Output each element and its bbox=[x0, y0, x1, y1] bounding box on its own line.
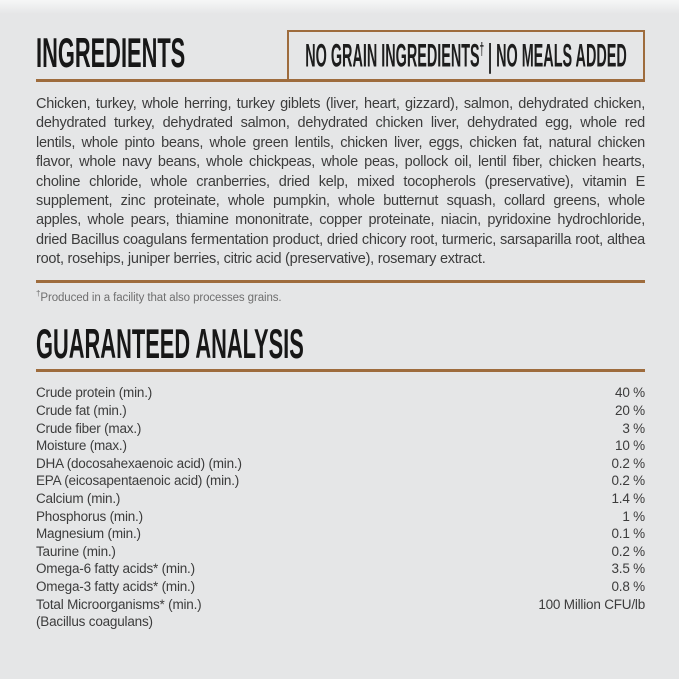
analysis-row-value: 1 % bbox=[622, 508, 645, 524]
analysis-row-value: 0.8 % bbox=[611, 579, 645, 595]
analysis-row-value: 10 % bbox=[615, 438, 645, 454]
no-grain-badge-text bbox=[305, 38, 627, 75]
analysis-row bbox=[36, 543, 645, 561]
label-content bbox=[36, 0, 645, 631]
analysis-row-label: Total Microorganisms* (min.) bbox=[36, 596, 202, 612]
analysis-row bbox=[36, 525, 645, 543]
badge-dagger: † bbox=[479, 38, 485, 59]
analysis-row bbox=[36, 455, 645, 473]
analysis-row-label: Taurine (min.) bbox=[36, 543, 116, 559]
analysis-row-label: Phosphorus (min.) bbox=[36, 508, 143, 524]
analysis-row-value: 100 Million CFU/lb bbox=[538, 596, 645, 612]
analysis-row-value: 1.4 % bbox=[611, 491, 645, 507]
no-grain-badge bbox=[287, 30, 645, 82]
analysis-row bbox=[36, 560, 645, 578]
analysis-row-label: Moisture (max.) bbox=[36, 438, 127, 454]
analysis-row-label: Crude protein (min.) bbox=[36, 385, 153, 401]
analysis-row bbox=[36, 384, 645, 402]
analysis-row bbox=[36, 437, 645, 455]
ingredients-title: INGREDIENTS bbox=[36, 29, 186, 76]
analysis-row-label: EPA (eicosapentaenoic acid) (min.) bbox=[36, 473, 240, 489]
analysis-row-value: 3 % bbox=[622, 420, 645, 436]
footnote-text: Produced in a facility that also processes grains. bbox=[40, 291, 282, 304]
analysis-row-label: DHA (docosahexaenoic acid) (min.) bbox=[36, 455, 242, 471]
analysis-row-value: 0.2 % bbox=[611, 543, 645, 559]
analysis-row-value: 3.5 % bbox=[611, 561, 645, 577]
footnote-divider bbox=[36, 280, 645, 283]
ingredients-text: Chicken, turkey, whole herring, turkey giblets (liver, heart, gizzard), salmon, dehydrated chicken, dehydrated turkey, dehydrated salmon, dehydrated chicken liver, dehydrated egg, whole red lentils, whole pinto beans, whole green lentils, chicken liver, eggs, chicken fat, natural chicken flavor, whole navy beans, whole chickpeas, whole peas, pollock oil, lentil fiber, chicken hearts, choline chloride, whole cranberries, dried kelp, mixed tocopherols (preservative), vitamin E supplement, zinc proteinate, whole pumpkin, whole butternut squash, collard greens, whole apples, whole pears, thiamine mononitrate, copper proteinate, niacin, pyridoxine hydrochloride, dried Bacillus coagulans fermentation product, dried chicory root, turmeric, sarsaparilla root, althea root, rosehips, juniper berries, citric acid (preservative), rosemary extract. bbox=[36, 96, 645, 268]
analysis-row bbox=[36, 490, 645, 508]
analysis-row-value: 0.2 % bbox=[611, 473, 645, 489]
analysis-table bbox=[36, 384, 645, 630]
badge-part2: | NO MEALS ADDED bbox=[484, 37, 627, 74]
analysis-row bbox=[36, 578, 645, 596]
analysis-row-value: 20 % bbox=[615, 403, 645, 419]
analysis-row-value: 0.2 % bbox=[611, 455, 645, 471]
badge-part1: NO GRAIN INGREDIENTS bbox=[305, 37, 480, 74]
analysis-divider bbox=[36, 369, 645, 372]
analysis-row-label: Crude fat (min.) bbox=[36, 403, 127, 419]
guaranteed-analysis-title: GUARANTEED ANALYSIS bbox=[36, 320, 304, 368]
analysis-row-label: Calcium (min.) bbox=[36, 491, 121, 507]
analysis-row-value: 0.1 % bbox=[611, 526, 645, 542]
analysis-row-label: (Bacillus coagulans) bbox=[36, 614, 153, 630]
analysis-row-value: 40 % bbox=[615, 385, 645, 401]
analysis-row bbox=[36, 508, 645, 526]
ingredients-header bbox=[36, 29, 645, 82]
footnote-dagger: † bbox=[36, 288, 41, 298]
analysis-row-label: Crude fiber (max.) bbox=[36, 420, 142, 436]
analysis-row-label: Omega-6 fatty acids* (min.) bbox=[36, 561, 195, 577]
footnote bbox=[36, 289, 645, 304]
analysis-row bbox=[36, 596, 645, 614]
analysis-row bbox=[36, 402, 645, 420]
analysis-row-label: Magnesium (min.) bbox=[36, 526, 141, 542]
analysis-row bbox=[36, 613, 645, 631]
analysis-row bbox=[36, 472, 645, 490]
analysis-row-label: Omega-3 fatty acids* (min.) bbox=[36, 579, 195, 595]
analysis-row bbox=[36, 420, 645, 438]
